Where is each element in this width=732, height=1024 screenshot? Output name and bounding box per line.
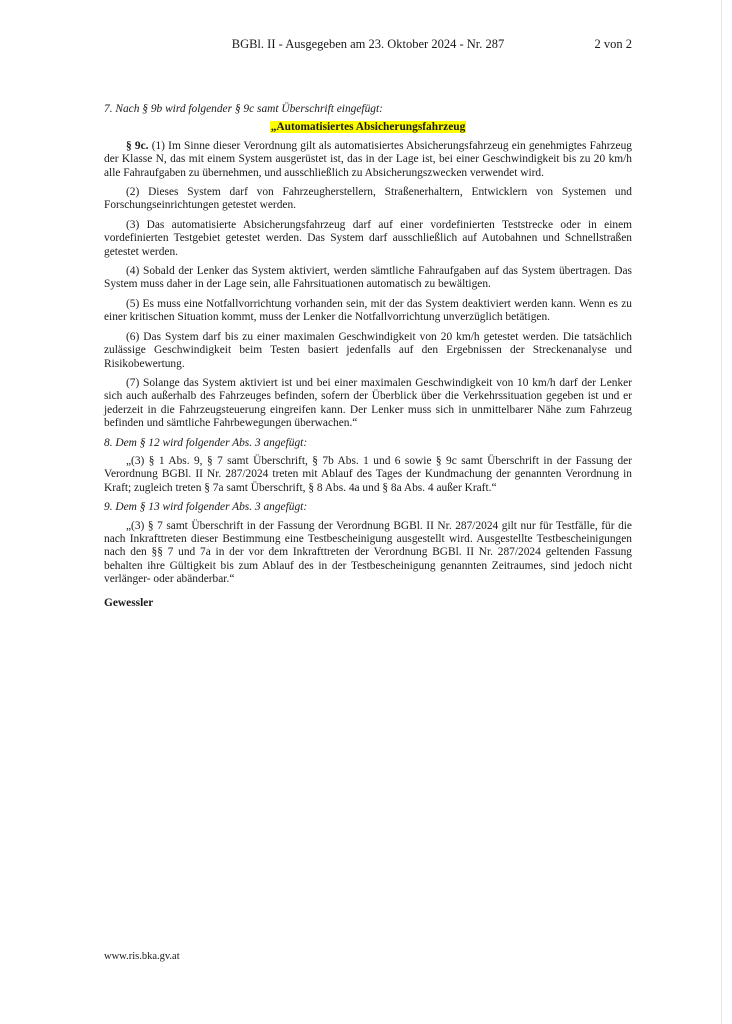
- paragraph-8: „(3) § 1 Abs. 9, § 7 samt Überschrift, § 7b Abs. 1 und 6 sowie § 9c samt Überschrift in der Fassung der Verordnung BGBl. II Nr. 287/2024 treten mit Ablauf des Tages der Kundmachung der genannten Verordnung in Kraft; zugleich treten § 7a samt Überschrift, § 8 Abs. 4a und § 8a Abs. 4 außer Kraft.“: [104, 454, 632, 494]
- amendment-instruction-7: 7. Nach § 9b wird folgender § 9c samt Überschrift eingefügt:: [104, 103, 383, 115]
- paragraph-1-text: (1) Im Sinne dieser Verordnung gilt als automatisiertes Absicherungsfahrzeug ein genehmigtes Fahrzeug der Klasse N, das mit einem System ausgerüstet ist, das in der Lage ist, bei einer Geschwindigkeit bis zu 20 km/h alle Fahraufgaben zu übernehmen, und ausschließlich zu Absicherungszwecken verwendet wird.: [104, 139, 632, 179]
- paragraph-5: (5) Es muss eine Notfallvorrichtung vorhanden sein, mit der das System deaktiviert werden kann. Wenn es zu einer kritischen Situation kommt, muss der Lenker die Notfallvorrichtung unverzüglich betätigen.: [104, 297, 632, 324]
- page-edge: [721, 0, 722, 1024]
- paragraph-7: (7) Solange das System aktiviert ist und bei einer maximalen Geschwindigkeit von 10 km/h darf der Lenker sich auch außerhalb des Fahrzeuges befinden, sofern der Überblick über die Verkehrssituation gegeben ist und er jederzeit in die Fahrzeugsteuerung eingreifen kann. Der Lenker muss sich in unmittelbarer Nähe zum Fahrzeug befinden und sämtliche Fahrbewegungen überwachen.“: [104, 376, 632, 430]
- section-label: § 9c.: [126, 139, 149, 152]
- paragraph-4: (4) Sobald der Lenker das System aktiviert, werden sämtliche Fahraufgaben auf das System übertragen. Das System muss daher in der Lage sein, alle Fahrsituationen automatisch zu bewältigen.: [104, 265, 632, 291]
- page-number: 2 von 2: [594, 37, 632, 51]
- amendment-instruction-9: 9. Dem § 13 wird folgender Abs. 3 angefügt:: [104, 501, 308, 514]
- header-title: BGBl. II - Ausgegeben am 23. Oktober 2024 - Nr. 287: [231, 37, 505, 51]
- document-body: [104, 103, 632, 610]
- section-heading: [104, 121, 632, 134]
- footer-url: www.ris.bka.gv.at: [104, 951, 180, 962]
- paragraph-2: (2) Dieses System darf von Fahrzeugherstellern, Straßenerhaltern, Entwicklern von Systemen und Forschungseinrichtungen getestet werden.: [104, 186, 632, 212]
- paragraph-6: (6) Das System darf bis zu einer maximalen Geschwindigkeit von 20 km/h getestet werden. Die tatsächlich zulässige Geschwindigkeit beim Testen basiert jedenfalls auf den Ergebnissen der Streckenanalyse und Risikobewertung.: [104, 330, 632, 370]
- signature: Gewessler: [104, 596, 154, 609]
- highlighted-heading: „Automatisiertes Absicherungsfahrzeug: [270, 121, 466, 134]
- paragraph-9: „(3) § 7 samt Überschrift in der Fassung der Verordnung BGBl. II Nr. 287/2024 gilt nur für Testfälle, für die nach Inkrafttreten dieser Bestimmung eine Testbescheinigung ausgestellt wird. Ausgestellte Testbescheinigungen nach den §§ 7 und 7a in der vor dem Inkrafttreten der Verordnung BGBl. II Nr. 287/2024 geltenden Fassung behalten ihre Gültigkeit bis zum Ablauf des in der Testbescheinigung genannten Zeitraumes, sind jedoch nicht verlänger- oder abänderbar.“: [104, 519, 632, 586]
- paragraph-1: [104, 140, 632, 180]
- paragraph-3: (3) Das automatisierte Absicherungsfahrzeug darf auf einer vordefinierten Teststrecke oder in einem vordefinierten Testgebiet getestet werden. Das System darf ausschließlich auf Autobahnen und Schnellstraßen getestet werden.: [104, 218, 632, 258]
- amendment-instruction-8: 8. Dem § 12 wird folgender Abs. 3 angefügt:: [104, 436, 308, 449]
- page-header: [104, 37, 632, 53]
